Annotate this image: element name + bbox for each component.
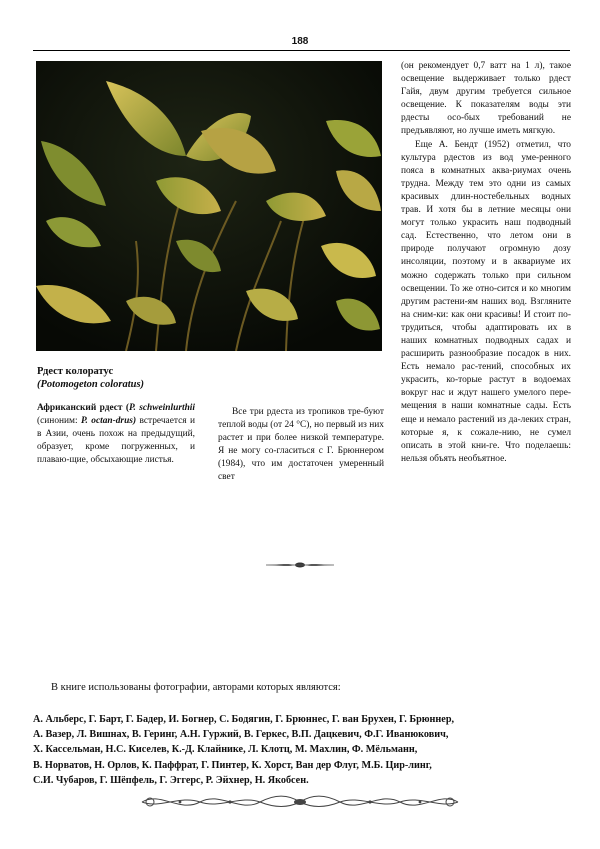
paragraph: Еще А. Бендт (1952) отметил, что культура рдестов из вод уме-ренного пояса в комнатных аква-риумах очень трудна. Между тем это одни из самых красивых длин-ностебельных водных трав. И хотя бы в летние месяцы они могут только украсить наш подводный сад. Естественно, что летом они в природе получают огромную дозу инсоляции, поэтому и в аквариуме их можно содержать только при сильном освещении. То же отно-сится и ко многим другим растени-ям наших вод. Взгляните на сним-ки: как они красивы! И стоит по-трудиться, чтобы адаптировать их в наших комнатных подводных садах и расширить разнообразие посадок в них. Есть немало рас-тений, способных их украсить, ко-торые растут в водоемах вокруг нас и ждут нашего умелого пере-мещения в наши комнатные сады. Есть еще и немало растений из да-леких стран, которые я, к сожале-нию, не сумел описать в этой кни-ге. Что поделаешь: нельзя объять необъятное. <box>401 139 571 464</box>
credits-line: С.И. Чубаров, Г. Шёпфель, Г. Эггерс, Р. Эйхнер, Н. Якобсен. <box>33 774 309 786</box>
species-description: встречается и в Азии, очень похож на предыдущий, образует, кроме погруженных, и плаваю-щие, обсыхающие листья. <box>37 416 195 466</box>
text-column-middle <box>218 406 384 485</box>
plant-photo <box>36 61 382 351</box>
credits-list <box>33 712 578 788</box>
synonym-prefix: (синоним: <box>37 416 81 427</box>
credits-line: В. Норватов, Н. Орлов, К. Паффрат, Г. Пинтер, К. Хорст, Ван дер Флуг, М.Б. Цир-линг, <box>33 759 432 771</box>
credits-line: Х. Кассельман, Н.С. Киселев, К.-Д. Клайнике, Л. Клотц, М. Махлин, Ф. Мёльманн, <box>33 744 418 756</box>
caption-latin: (Potomogeton coloratus) <box>37 379 145 390</box>
photo-caption <box>37 365 287 391</box>
text-column-left <box>37 402 195 467</box>
text-column-right <box>401 60 571 466</box>
paragraph: Все три рдеста из тропиков тре-буют теплой воды (от 24 °С), но первый из них растет и при более низкой температуре. Я не могу со-гласиться с Г. Брюннером (1984), что им достаточен умеренный свет <box>218 407 384 483</box>
plant-photo-icon <box>36 61 382 351</box>
synonym-latin: P. octan-drus) <box>81 416 137 427</box>
caption-title: Рдест колоратус <box>37 366 114 377</box>
species-name: Африканский рдест ( <box>37 403 129 413</box>
credits-line: А. Альберс, Г. Барт, Г. Бадер, И. Богнер, С. Бодягин, Г. Брюннес, Г. ван Брухен, Г. Брюннер, <box>33 714 455 725</box>
credits-intro: В книге использованы фотографии, авторами которых являются: <box>51 682 341 693</box>
footer-ornament-icon <box>140 791 460 813</box>
divider-ornament-icon <box>262 560 338 570</box>
paragraph: (он рекомендует 0,7 ватт на 1 л), такое освещение выдерживает только рдест Гайя, двум другим требуется сильное освещение. К показателям воды эти рдесты осо-бых требований не предъявляют, но лучше иметь мягкую. <box>401 61 571 137</box>
page-number: 188 <box>291 36 309 47</box>
header-rule <box>33 50 570 51</box>
credits-line: А. Вазер, Л. Вишнах, В. Геринг, А.Н. Гуржий, В. Геркес, В.П. Дацкевич, Ф.Г. Иванюкович, <box>33 729 449 741</box>
species-latin: P. schweinlurthii <box>129 403 195 413</box>
